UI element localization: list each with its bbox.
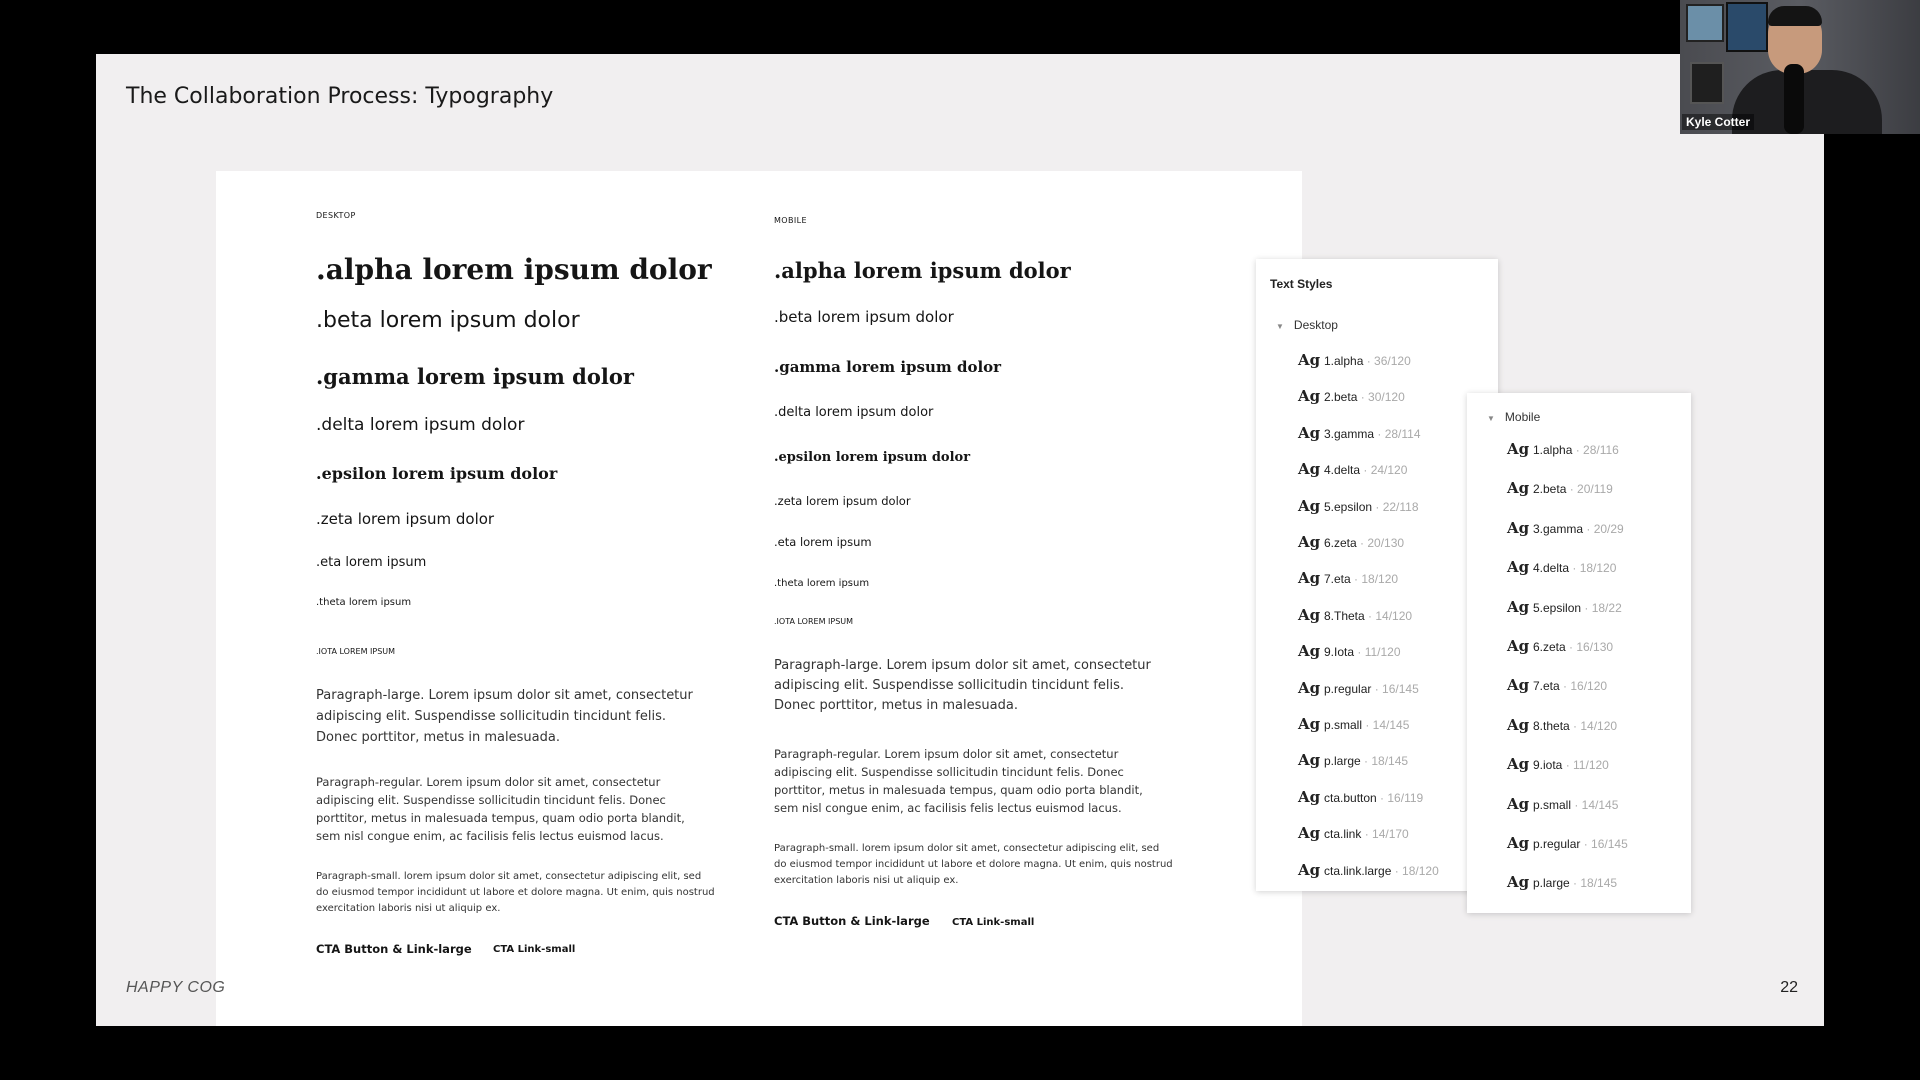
mobile-delta-sample: .delta lorem ipsum dolor (774, 405, 934, 420)
text-style-glyph-icon: Ag (1507, 479, 1530, 498)
text-style-row[interactable] (1507, 598, 1622, 616)
text-style-glyph-icon: Ag (1298, 678, 1321, 697)
text-style-size: · 20/119 (1566, 482, 1613, 497)
text-style-glyph-icon: Ag (1298, 751, 1321, 770)
desktop-beta-sample: .beta lorem ipsum dolor (316, 308, 580, 333)
text-style-row[interactable] (1507, 440, 1619, 458)
text-style-row[interactable] (1507, 637, 1613, 655)
text-style-size: · 24/120 (1360, 463, 1408, 478)
text-style-row[interactable] (1298, 460, 1407, 478)
mobile-alpha-sample: .alpha lorem ipsum dolor (774, 258, 1071, 283)
text-style-size: · 14/145 (1362, 718, 1410, 732)
text-style-name: 5.epsilon (1533, 600, 1582, 615)
text-styles-title: Text Styles (1270, 277, 1333, 291)
mobile-group-label: Mobile (1504, 410, 1541, 424)
wall-frame (1690, 62, 1724, 104)
text-style-row[interactable] (1298, 751, 1408, 769)
mobile-gamma-sample: .gamma lorem ipsum dolor (774, 358, 1002, 376)
text-style-row[interactable] (1298, 387, 1405, 405)
text-style-row[interactable] (1298, 606, 1412, 624)
webcam-video-tile (1680, 0, 1920, 134)
text-style-row[interactable] (1507, 479, 1613, 497)
text-style-glyph-icon: Ag (1298, 351, 1321, 369)
text-style-size: · 16/130 (1565, 640, 1614, 654)
desktop-eta-sample: .eta lorem ipsum (316, 555, 427, 570)
text-style-size: · 14/170 (1361, 827, 1409, 842)
text-style-name: cta.button (1324, 790, 1377, 805)
text-style-size: · 16/119 (1376, 790, 1424, 805)
mobile-styles-panel (1467, 393, 1691, 913)
text-style-name: 1.alpha (1533, 443, 1573, 457)
text-style-size: · 36/120 (1363, 354, 1411, 368)
text-style-size: · 22/118 (1372, 499, 1419, 514)
text-style-name: p.large (1533, 876, 1570, 891)
wall-frame (1726, 2, 1768, 52)
text-style-glyph-icon: Ag (1298, 642, 1321, 661)
text-style-row[interactable] (1298, 569, 1398, 587)
text-style-row[interactable] (1298, 788, 1423, 806)
text-style-glyph-icon: Ag (1298, 387, 1321, 406)
text-styles-panel (1256, 259, 1498, 891)
text-style-name: 2.beta (1324, 390, 1358, 405)
slide-title: The Collaboration Process: Typography (126, 84, 554, 109)
text-style-row[interactable] (1507, 676, 1607, 694)
microphone-icon (1784, 64, 1804, 134)
wall-frame (1686, 4, 1724, 42)
mobile-theta-sample: .theta lorem ipsum (774, 578, 870, 589)
text-style-size: · 18/145 (1569, 876, 1618, 891)
text-style-name: 3.gamma (1324, 426, 1375, 441)
mobile-label: MOBILE (774, 216, 807, 225)
text-style-row[interactable] (1298, 715, 1409, 733)
text-style-glyph-icon: Ag (1298, 787, 1321, 806)
text-style-name: p.large (1324, 754, 1361, 769)
mobile-beta-sample: .beta lorem ipsum dolor (774, 308, 954, 326)
text-style-size: · 16/145 (1371, 681, 1419, 696)
text-style-size: · 20/130 (1356, 536, 1405, 550)
text-style-row[interactable] (1298, 533, 1404, 551)
text-style-row[interactable] (1507, 716, 1617, 734)
text-style-glyph-icon: Ag (1298, 496, 1321, 515)
text-style-size: · 28/116 (1572, 443, 1619, 457)
desktop-paragraph-small: Paragraph-small. lorem ipsum dolor sit amet, consectetur adipiscing elit, sed do eiusmod tempor incididunt ut labore et dolore magna. Ut enim, quis nostrud exercitation laboris nisi ut aliquip ex. (316, 871, 715, 914)
desktop-gamma-sample: .gamma lorem ipsum dolor (316, 364, 634, 389)
mobile-eta-sample: .eta lorem ipsum (774, 535, 872, 549)
text-style-row[interactable] (1298, 824, 1409, 842)
text-style-name: 5.epsilon (1324, 499, 1373, 514)
text-style-glyph-icon: Ag (1298, 605, 1321, 624)
text-style-glyph-icon: Ag (1507, 873, 1530, 892)
text-style-glyph-icon: Ag (1298, 715, 1321, 733)
text-style-row[interactable] (1298, 642, 1401, 660)
text-style-name: 1.alpha (1324, 354, 1364, 368)
text-style-glyph-icon: Ag (1507, 637, 1530, 655)
text-style-name: 3.gamma (1533, 521, 1584, 536)
text-style-glyph-icon: Ag (1298, 824, 1321, 843)
desktop-alpha-sample: .alpha lorem ipsum dolor (316, 253, 712, 286)
text-style-glyph-icon: Ag (1298, 860, 1321, 879)
typography-spec-document (216, 171, 1302, 1026)
text-style-size: · 18/120 (1350, 572, 1399, 587)
text-style-size: · 18/120 (1391, 863, 1439, 878)
text-style-size: · 16/145 (1580, 837, 1628, 851)
speaker-body (1732, 70, 1882, 134)
desktop-group-toggle[interactable] (1276, 318, 1338, 332)
text-style-row[interactable] (1507, 834, 1628, 852)
text-style-row[interactable] (1298, 679, 1419, 697)
text-style-size: · 30/120 (1357, 390, 1405, 405)
text-style-name: p.regular (1533, 837, 1581, 851)
text-style-name: cta.link.large (1324, 863, 1392, 878)
mobile-paragraph-small: Paragraph-small. lorem ipsum dolor sit amet, consectetur adipiscing elit, sed do eiusmod tempor incididunt ut labore et dolore magna. Ut enim, quis nostrud exercitation laboris nisi ut aliquip ex. (774, 843, 1173, 886)
text-style-name: 9.iota (1533, 758, 1563, 773)
text-style-row[interactable] (1298, 351, 1411, 369)
text-style-size: · 18/120 (1569, 561, 1617, 576)
footer-brand: HAPPY COG (126, 979, 226, 996)
text-style-glyph-icon: Ag (1507, 518, 1530, 537)
desktop-cta-small: CTA Link-small (493, 944, 576, 955)
text-style-name: 8.theta (1533, 718, 1570, 733)
text-style-size: · 14/145 (1571, 797, 1619, 812)
text-style-size: · 16/120 (1559, 679, 1608, 694)
caret-down-icon: ▼ (1487, 414, 1495, 423)
desktop-cta-large: CTA Button & Link-large (316, 942, 472, 956)
desktop-paragraph-regular: Paragraph-regular. Lorem ipsum dolor sit amet, consectetur adipiscing elit. Suspendisse sollicitudin tincidunt felis. Donec porttitor, metus in malesuada tempus, quam odio porta blandit, sem nisl congue enim, ac facilisis felis lectus euismod lacus. (316, 775, 685, 843)
slide-page-number: 22 (1780, 979, 1798, 996)
text-style-name: 2.beta (1533, 482, 1567, 497)
mobile-paragraph-regular: Paragraph-regular. Lorem ipsum dolor sit amet, consectetur adipiscing elit. Suspendisse sollicitudin tincidunt felis. Donec porttitor, metus in malesuada tempus, quam odio porta blandit, sem nisl congue enim, ac facilisis felis lectus euismod lacus. (774, 747, 1143, 815)
desktop-epsilon-sample: .epsilon lorem ipsum dolor (316, 464, 558, 483)
desktop-paragraph-large: Paragraph-large. Lorem ipsum dolor sit amet, consectetur adipiscing elit. Suspendisse sollicitudin tincidunt felis. Donec porttitor, metus in malesuada. (316, 688, 693, 745)
desktop-theta-sample: .theta lorem ipsum (316, 597, 412, 608)
mobile-group-toggle[interactable] (1487, 410, 1540, 424)
desktop-column (216, 171, 715, 1026)
mobile-epsilon-sample: .epsilon lorem ipsum dolor (774, 450, 971, 465)
text-style-name: p.small (1324, 718, 1363, 732)
text-style-row[interactable] (1298, 497, 1419, 515)
text-style-glyph-icon: Ag (1507, 715, 1530, 734)
text-style-row[interactable] (1507, 795, 1618, 813)
text-style-glyph-icon: Ag (1507, 834, 1530, 852)
text-style-size: · 11/120 (1354, 645, 1401, 660)
text-style-glyph-icon: Ag (1298, 460, 1321, 479)
text-style-size: · 18/145 (1360, 754, 1409, 769)
text-style-row[interactable] (1507, 519, 1624, 537)
text-style-size: · 18/22 (1581, 600, 1622, 615)
desktop-group-label: Desktop (1293, 318, 1338, 332)
text-style-size: · 14/120 (1364, 608, 1413, 623)
text-style-size: · 28/114 (1374, 426, 1421, 441)
text-style-glyph-icon: Ag (1507, 794, 1530, 813)
text-style-name: 6.zeta (1324, 536, 1357, 550)
text-style-row[interactable] (1507, 873, 1617, 891)
text-style-glyph-icon: Ag (1298, 533, 1321, 551)
presentation-slide (96, 54, 1824, 1026)
participant-name: Kyle Cotter (1682, 114, 1754, 130)
text-style-glyph-icon: Ag (1507, 676, 1530, 695)
desktop-iota-sample: .IOTA LOREM IPSUM (316, 647, 396, 656)
text-style-name: p.small (1533, 797, 1572, 812)
text-style-name: 7.eta (1533, 679, 1560, 694)
text-style-size: · 20/29 (1583, 521, 1624, 536)
speaker-hair (1768, 6, 1822, 26)
text-style-name: p.regular (1324, 681, 1372, 696)
mobile-cta-small: CTA Link-small (952, 917, 1035, 928)
text-style-glyph-icon: Ag (1298, 423, 1321, 442)
text-style-size: · 11/120 (1562, 758, 1609, 773)
text-style-name: 9.Iota (1324, 645, 1355, 660)
text-style-row[interactable] (1507, 755, 1609, 773)
caret-down-icon: ▼ (1276, 322, 1284, 331)
text-style-glyph-icon: Ag (1507, 597, 1530, 616)
mobile-column (676, 171, 1173, 1026)
desktop-delta-sample: .delta lorem ipsum dolor (316, 415, 525, 435)
text-style-glyph-icon: Ag (1507, 558, 1530, 577)
text-style-row[interactable] (1507, 558, 1616, 576)
text-style-glyph-icon: Ag (1507, 440, 1530, 458)
text-style-name: 4.delta (1324, 463, 1361, 478)
desktop-zeta-sample: .zeta lorem ipsum dolor (316, 510, 495, 528)
desktop-label: DESKTOP (316, 211, 356, 220)
text-style-size: · 14/120 (1569, 718, 1618, 733)
text-style-name: 6.zeta (1533, 640, 1566, 654)
mobile-cta-large: CTA Button & Link-large (774, 914, 930, 928)
text-style-row[interactable] (1298, 424, 1421, 442)
text-style-glyph-icon: Ag (1298, 569, 1321, 588)
mobile-zeta-sample: .zeta lorem ipsum dolor (774, 494, 911, 508)
text-style-row[interactable] (1298, 861, 1439, 879)
text-style-name: 4.delta (1533, 561, 1570, 576)
mobile-iota-sample: .IOTA LOREM IPSUM (774, 617, 854, 626)
text-style-name: cta.link (1324, 827, 1362, 842)
text-style-name: 8.Theta (1324, 608, 1365, 623)
text-style-glyph-icon: Ag (1507, 755, 1530, 774)
text-style-name: 7.eta (1324, 572, 1351, 587)
mobile-paragraph-large: Paragraph-large. Lorem ipsum dolor sit amet, consectetur adipiscing elit. Suspendisse sollicitudin tincidunt felis. Donec porttitor, metus in malesuada. (774, 658, 1151, 713)
